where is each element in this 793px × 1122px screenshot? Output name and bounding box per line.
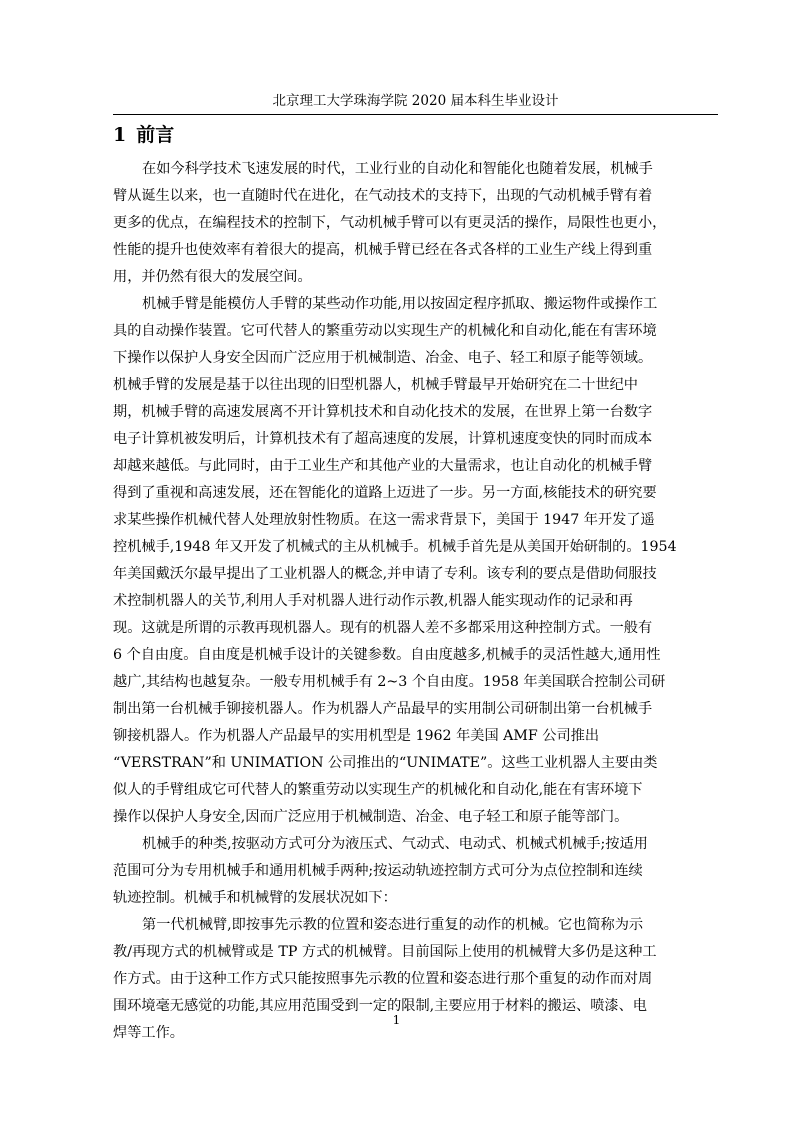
section-number: 1 [113, 124, 127, 146]
paragraph [113, 156, 718, 291]
text-line: 却越来越低。与此同时，由于工业生产和其他产业的大量需求，也让自动化的机械手臂 [113, 458, 653, 474]
text-line: 轨迹控制。机械手和机械臂的发展状况如下： [113, 890, 397, 906]
paragraph [113, 291, 718, 831]
header-divider [113, 114, 718, 115]
text-line: 机械手臂是能模仿人手臂的某些动作功能,用以按固定程序抓取、搬运物件或操作工 [142, 296, 658, 312]
text-line: 作方式。由于这种工作方式只能按照事先示教的位置和姿态进行那个重复的动作而对周 [113, 971, 653, 987]
section-title: 前言 [136, 124, 175, 146]
text-line: 教/再现方式的机械臂或是 TP 方式的机械臂。目前国际上使用的机械臂大多仍是这种工 [113, 944, 657, 960]
text-line: 制出第一台机械手铆接机器人。作为机器人产品最早的实用制公司研制出第一台机械手 [113, 701, 653, 717]
text-line: 第一代机械臂,即按事先示教的位置和姿态进行重复的动作的机械。它也简称为示 [142, 917, 644, 933]
running-header: 北京理工大学珠海学院 2020 届本科生毕业设计 [272, 93, 559, 109]
text-line: 术控制机器人的关节,利用人手对机器人进行动作示教,机器人能实现动作的记录和再 [113, 593, 633, 609]
text-line: 在如今科学技术飞速发展的时代，工业行业的自动化和智能化也随着发展，机械手 [142, 161, 653, 177]
text-line: 范围可分为专用机械手和通用机械手两种;按运动轨迹控制方式可分为点位控制和连续 [113, 863, 643, 879]
text-line: 现。这就是所谓的示教再现机器人。现有的机器人差不多都采用这种控制方式。一般有 [113, 620, 653, 636]
text-line: 机械手的种类,按驱动方式可分为液压式、气动式、电动式、机械式机械手;按适用 [142, 836, 648, 852]
text-line: 似人的手臂组成它可代替人的繁重劳动以实现生产的机械化和自动化,能在有害环境下 [113, 782, 643, 798]
text-line: 臂从诞生以来，也一直随时代在进化，在气动技术的支持下，出现的气动机械手臂有着 [113, 188, 653, 204]
text-line: 用，并仍然有很大的发展空间。 [113, 269, 312, 285]
text-line: 具的自动操作装置。它可代替人的繁重劳动以实现生产的机械化和自动化,能在有害环境 [113, 323, 657, 339]
text-line: 机械手臂的发展是基于以往出现的旧型机器人，机械手臂最早开始研究在二十世纪中 [113, 377, 638, 393]
text-line: 6 个自由度。自由度是机械手设计的关键参数。自由度越多,机械手的灵活性越大,通用性 [113, 647, 661, 663]
page-number: 1 [392, 1013, 401, 1027]
text-line: 操作以保护人身安全,因而广泛应用于机械制造、冶金、电子轻工和原子能等部门。 [113, 809, 629, 825]
text-line: 得到了重视和高速发展，还在智能化的道路上迈进了一步。另一方面,核能技术的研究要 [113, 485, 657, 501]
text-line: 性能的提升也使效率有着很大的提高，机械手臂已经在各式各样的工业生产线上得到重 [113, 242, 653, 258]
text-line: 求某些操作机械代替人处理放射性物质。在这一需求背景下，美国于 1947 年开发了遥 [113, 512, 655, 528]
paragraph [113, 831, 718, 912]
text-line: 年美国戴沃尔最早提出了工业机器人的概念,并申请了专利。该专利的要点是借助伺服技 [113, 566, 657, 582]
text-line: 期，机械手臂的高速发展离不开计算机技术和自动化技术的发展，在世界上第一台数字 [113, 404, 653, 420]
section-heading [113, 122, 174, 148]
text-line: 控机械手,1948 年又开发了机械式的主从机械手。机械手首先是从美国开始研制的。1954 [113, 539, 677, 555]
text-line: 铆接机器人。作为机器人产品最早的实用机型是 1962 年美国 AMF 公司推出 [113, 728, 600, 744]
text-line: 电子计算机被发明后，计算机技术有了超高速度的发展，计算机速度变快的同时而成本 [113, 431, 653, 447]
text-line: 围环境毫无感觉的功能,其应用范围受到一定的限制,主要应用于材料的搬运、喷漆、电 [113, 998, 647, 1014]
text-line: 下操作以保护人身安全因而广泛应用于机械制造、冶金、电子、轻工和原子能等领域。 [113, 350, 653, 366]
text-line: 焊等工作。 [113, 1025, 184, 1041]
text-line: 更多的优点，在编程技术的控制下，气动机械手臂可以有更灵活的操作，局限性也更小， [113, 215, 667, 231]
text-line: 越广,其结构也越复杂。一般专用机械手有 2~3 个自由度。1958 年美国联合控制公司研 [113, 674, 666, 690]
body-text [113, 156, 718, 1047]
text-line: “VERSTRAN”和 UNIMATION 公司推出的“UNIMATE”。这些工业机器人主要由类 [113, 755, 658, 771]
